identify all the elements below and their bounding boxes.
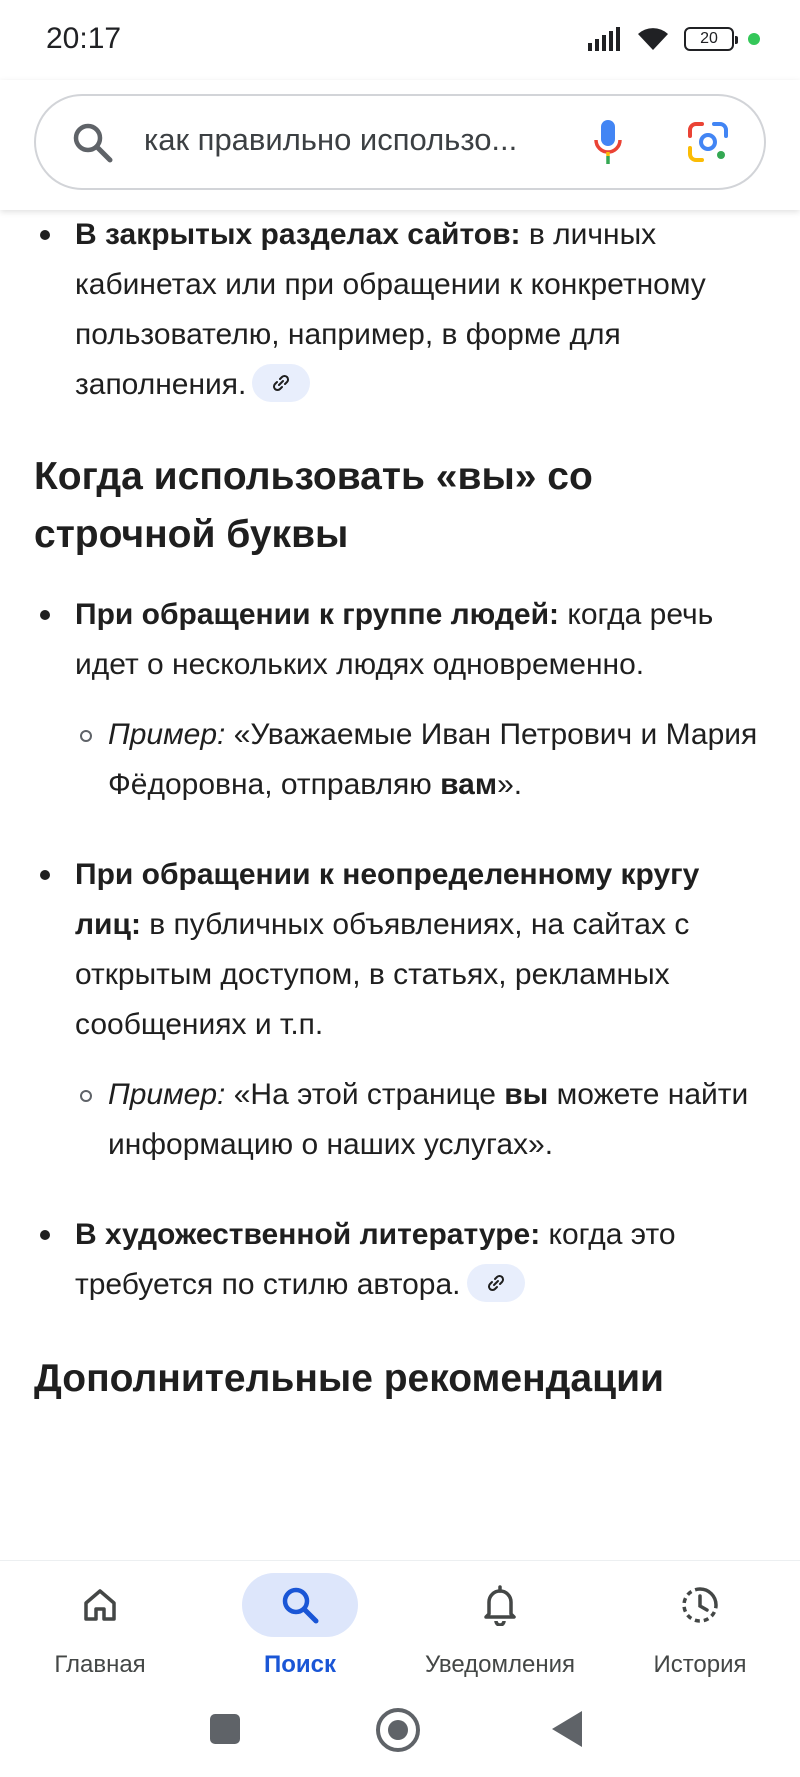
list-item (0, 210, 800, 410)
search-input[interactable]: как правильно использо... (144, 122, 518, 157)
nav-history-label: История (653, 1651, 747, 1678)
nav-search[interactable] (200, 1561, 400, 1681)
section-heading: Когда использовать «вы» со строчной буквы (34, 455, 593, 556)
nav-notifications-icon-wrap (442, 1573, 558, 1637)
status-time: 20:17 (46, 22, 122, 55)
bullet-title: В закрытых разделах сайтов: (75, 218, 521, 251)
bullet-text: в публичных объявлениях, на сайтах с открытым доступом, в статьях, рекламных сообщениях и т.п. (75, 908, 690, 1041)
search-icon (70, 120, 116, 166)
nav-notifications[interactable] (400, 1561, 600, 1681)
example-label: Пример: (108, 1078, 226, 1111)
list-lowercase-cases (0, 590, 800, 1310)
nav-search-label: Поиск (263, 1651, 337, 1678)
list-item (0, 850, 800, 1050)
example-emphasis: вам (440, 768, 498, 801)
recent-apps-button[interactable] (210, 1714, 240, 1744)
nav-home[interactable] (0, 1561, 200, 1681)
nav-home-label: Главная (54, 1651, 146, 1678)
back-button[interactable] (552, 1711, 582, 1747)
section-heading: Дополнительные рекомендации (34, 1357, 665, 1400)
search-icon (279, 1584, 321, 1626)
search-header (0, 80, 800, 210)
example-text: «Уважаемые Иван Петрович и Мария Фёдоровна, отправляю (108, 718, 758, 801)
wifi-icon (636, 26, 670, 52)
home-button[interactable] (376, 1708, 420, 1752)
home-icon (80, 1585, 120, 1625)
example-emphasis: вы (504, 1078, 549, 1111)
nav-history[interactable] (600, 1561, 800, 1681)
example-item (0, 710, 800, 810)
bullet-title: В художественной литературе: (75, 1218, 541, 1251)
example-text-end: ». (497, 768, 523, 801)
link-icon (271, 373, 291, 393)
source-link-chip[interactable] (252, 364, 310, 402)
nav-home-icon-wrap (42, 1573, 158, 1637)
list-item (0, 590, 800, 690)
battery-level: 20 (700, 30, 718, 47)
ai-overview-content (0, 210, 800, 1560)
nav-search-icon-wrap (242, 1573, 358, 1637)
example-label: Пример: (108, 718, 226, 751)
nav-notifications-label: Уведомления (424, 1651, 576, 1678)
search-bar[interactable] (34, 94, 766, 190)
example-text-end: можете найти информацию о наших услугах». (108, 1078, 749, 1161)
bell-icon (480, 1584, 520, 1626)
bullet-title: При обращении к группе людей: (75, 598, 560, 631)
battery-icon (684, 27, 734, 51)
link-icon (486, 1273, 506, 1293)
nav-history-icon-wrap (642, 1573, 758, 1637)
privacy-dot-icon (748, 33, 760, 45)
list-item (0, 1210, 800, 1310)
google-lens-icon[interactable] (686, 120, 730, 164)
example-text: «На этой странице (225, 1078, 505, 1111)
system-navigation-bar (0, 1680, 800, 1777)
bullet-title: При обращении к неопределенному кругу лиц: (75, 858, 700, 941)
status-bar (0, 0, 800, 80)
bullet-text: когда это требуется по стилю автора. (75, 1218, 676, 1301)
source-link-chip[interactable] (467, 1264, 525, 1302)
status-icons (588, 22, 760, 56)
bottom-navigation (0, 1560, 800, 1681)
list-private-sections (0, 210, 800, 410)
signal-icon (588, 27, 622, 51)
bullet-text: когда речь идет о нескольких людях одновременно. (75, 598, 714, 681)
history-icon (678, 1583, 722, 1627)
example-item (0, 1070, 800, 1170)
bullet-text: в личных кабинетах или при обращении к конкретному пользователю, например, в форме для заполнения. (75, 218, 706, 401)
microphone-icon[interactable] (592, 118, 624, 166)
